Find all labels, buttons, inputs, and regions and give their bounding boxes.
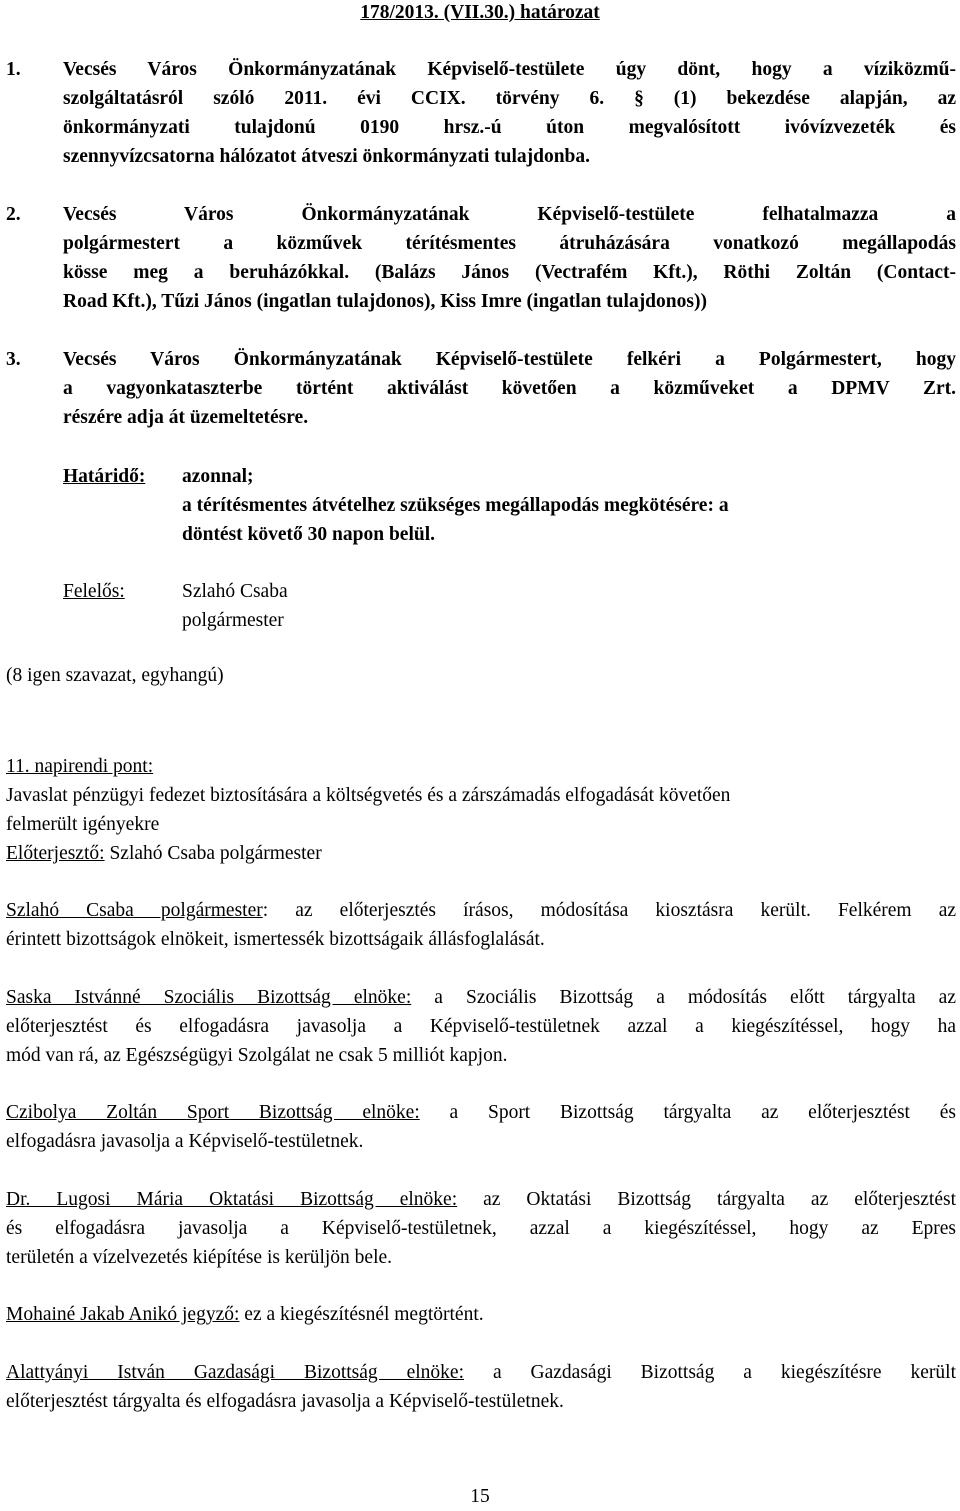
resolution-item-3 [6,345,956,432]
text-line: Vecsés Város Önkormányzatának Képviselő-testülete felkéri a Polgármestert, hogy [63,349,956,370]
text-line [6,1185,956,1214]
text-line: Vecsés Város Önkormányzatának Képviselő-testülete úgy dönt, hogy a víziközmű- [63,59,956,80]
speaker-name: Saska Istvánné Szociális Bizottság elnöke: [6,987,412,1008]
text-line: szolgáltatásról szóló 2011. évi CCIX. törvény 6. § (1) bekezdése alapján, az [63,88,956,109]
statement-text: ez a kiegészítésnél megtörtént. [239,1304,484,1325]
text-line [6,1358,956,1387]
text-line [6,896,956,925]
statement-1 [6,896,956,954]
page-number: 15 [470,1486,490,1507]
text-line [6,983,956,1012]
text-line: azonnal; [182,466,254,487]
text-line: elfogadásra javasolja a Képviselő-testületnek. [6,1131,364,1152]
text-line [6,1300,956,1329]
text-line: önkormányzati tulajdonú 0190 hrsz.-ú úton megvalósított ivóvízvezeték és [63,117,956,138]
presenter-name: Szlahó Csaba polgármester [104,843,322,864]
agenda-block [6,752,956,868]
speaker-name: Czibolya Zoltán Sport Bizottság elnöke: [6,1102,420,1123]
responsible-value [182,577,952,635]
presenter-label: Előterjesztő: [6,843,105,864]
speaker-name: Mohainé Jakab Anikó jegyző: [6,1304,240,1325]
text-line: kösse meg a beruházókkal. (Balázs János (Vectrafém Kft.), Röthi Zoltán (Contact- [63,262,956,283]
item-number: 2. [6,204,21,225]
statement-text: : az előterjesztés írásos, módosítása kiosztásra került. Felkérem az [262,900,957,921]
resolution-item-1 [6,55,956,171]
text-line: érintett bizottságok elnökeit, ismertessék bizottságaik állásfoglalását. [6,929,545,950]
resolution-title: 178/2013. (VII.30.) határozat [360,2,600,23]
text-line: polgármester [182,610,284,631]
text-line: előterjesztést tárgyalta és elfogadásra javasolja a Képviselő-testületnek. [6,1391,564,1412]
text-line: szennyvízcsatorna hálózatot átveszi önkormányzati tulajdonba. [63,146,591,167]
text-line: Szlahó Csaba [182,581,288,602]
item-text [63,345,956,432]
statement-text: a Sport Bizottság tárgyalta az előterjesztést és [419,1102,956,1123]
speaker-name: Dr. Lugosi Mária Oktatási Bizottság elnöke: [6,1189,458,1210]
deadline-block [63,462,943,552]
item-text [63,55,956,171]
agenda-subject-line: felmerült igényekre [6,814,160,835]
statement-text: a Szociális Bizottság a módosítás előtt tárgyalta az [411,987,956,1008]
deadline-label: Határidő: [63,466,146,487]
responsible-label: Felelős: [63,581,125,602]
item-text [63,200,956,316]
presenter-line [6,839,956,868]
text-line: előterjesztést és elfogadásra javasolja a Képviselő-testületnek azzal a kiegészítéssel, hogy ha [6,1016,956,1037]
text-line: részére adja át üzemeltetésre. [63,407,309,428]
text-line: polgármestert a közművek térítésmentes átruházására vonatkozó megállapodás [63,233,956,254]
resolution-item-2 [6,200,956,316]
statement-3 [6,1098,956,1156]
text-line: döntést követő 30 napon belül. [182,524,436,545]
statement-6 [6,1358,956,1416]
statement-text: az Oktatási Bizottság tárgyalta az előterjesztést [457,1189,956,1210]
item-number: 1. [6,59,21,80]
item-number: 3. [6,349,21,370]
text-line: és elfogadásra javasolja a Képviselő-testületnek, azzal a kiegészítéssel, hogy az Epres [6,1218,956,1239]
vote-result: (8 igen szavazat, egyhangú) [6,665,224,686]
agenda-point-label: 11. napirendi pont: [6,756,154,777]
text-line: a vagyonkataszterbe történt aktiválást követően a közműveket a DPMV Zrt. [63,378,956,399]
statement-4 [6,1185,956,1272]
text-line: mód van rá, az Egészségügyi Szolgálat ne csak 5 milliót kapjon. [6,1045,508,1066]
statement-text: a Gazdasági Bizottság a kiegészítésre került [464,1362,956,1383]
deadline-value [182,462,952,549]
text-line: területén a vízelvezetés kiépítése is kerüljön bele. [6,1247,393,1268]
text-line [6,1098,956,1127]
statement-2 [6,983,956,1070]
agenda-subject-line: Javaslat pénzügyi fedezet biztosítására a költségvetés és a zárszámadás elfogadását követően [6,785,731,806]
text-line: Vecsés Város Önkormányzatának Képviselő-testülete felhatalmazza a [63,204,956,225]
speaker-name: Alattyányi István Gazdasági Bizottság elnöke: [6,1362,464,1383]
statement-5 [6,1300,956,1329]
text-line: Road Kft.), Tűzi János (ingatlan tulajdonos), Kiss Imre (ingatlan tulajdonos)) [63,291,707,312]
speaker-name: Szlahó Csaba polgármester [6,900,263,921]
text-line: a térítésmentes átvételhez szükséges megállapodás megkötésére: a [182,495,729,516]
responsible-block [63,577,943,637]
